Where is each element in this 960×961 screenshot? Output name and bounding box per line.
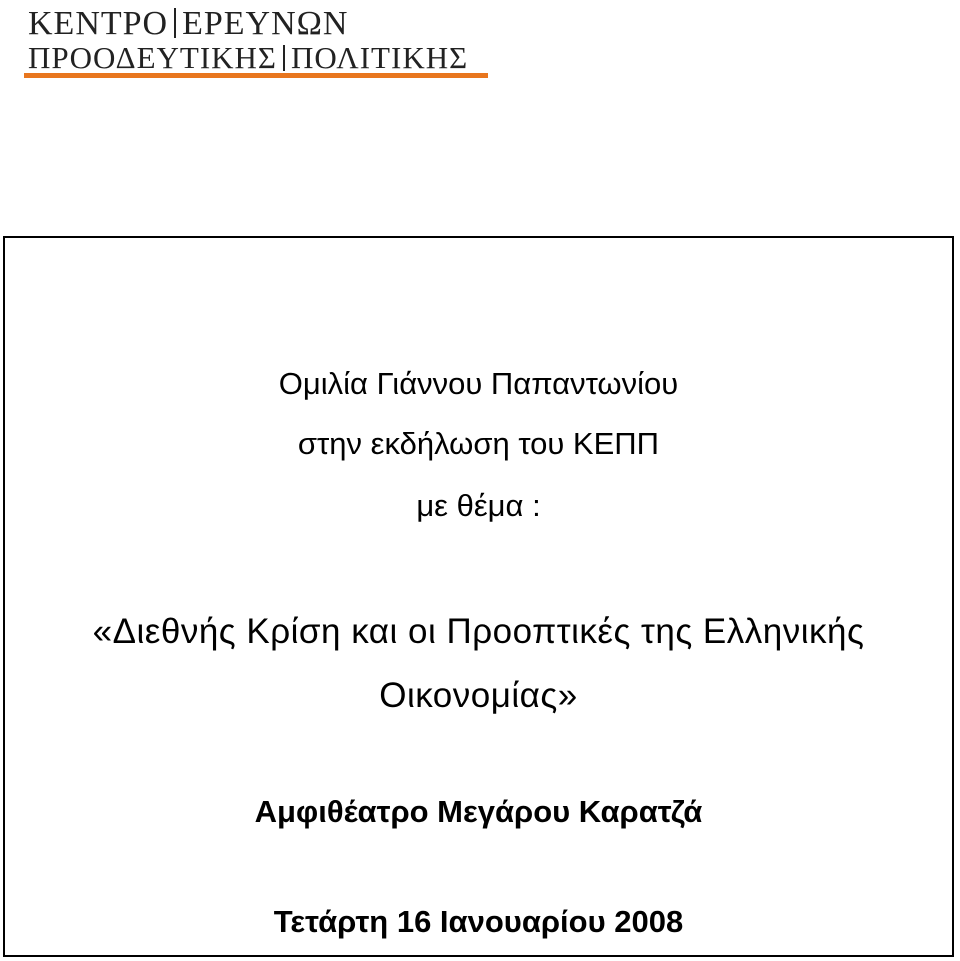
topic-label: με θέμα :: [416, 488, 541, 523]
logo-word-kentro: ΚΕΝΤΡΟ: [28, 5, 169, 42]
logo-line-2: [28, 42, 468, 74]
venue: Αμφιθέατρο Μεγάρου Καρατζά: [254, 794, 703, 829]
logo-word-politikis: ΠΟΛΙΤΙΚΗΣ: [290, 40, 469, 75]
event-date: Τετάρτη 16 Ιανουαρίου 2008: [273, 904, 684, 939]
logo-line-1: [28, 6, 348, 42]
logo-word-ereunon: ΕΡΕΥΝΩΝ: [182, 5, 349, 42]
cover-frame: [3, 236, 954, 957]
speech-title: Ομιλία Γιάννου Παπαντωνίου: [278, 366, 679, 401]
event-line: στην εκδήλωση του ΚΕΠΠ: [297, 426, 660, 461]
topic-title-line-2: Οικονομίας»: [379, 676, 578, 715]
kepp-logo: [24, 4, 494, 84]
topic-title-line-1: «Διεθνής Κρίση και οι Προοπτικές της Ελληνικής: [92, 612, 865, 651]
logo-word-proodeftikis: ΠΡΟΟΔΕΥΤΙΚΗΣ: [28, 40, 277, 75]
